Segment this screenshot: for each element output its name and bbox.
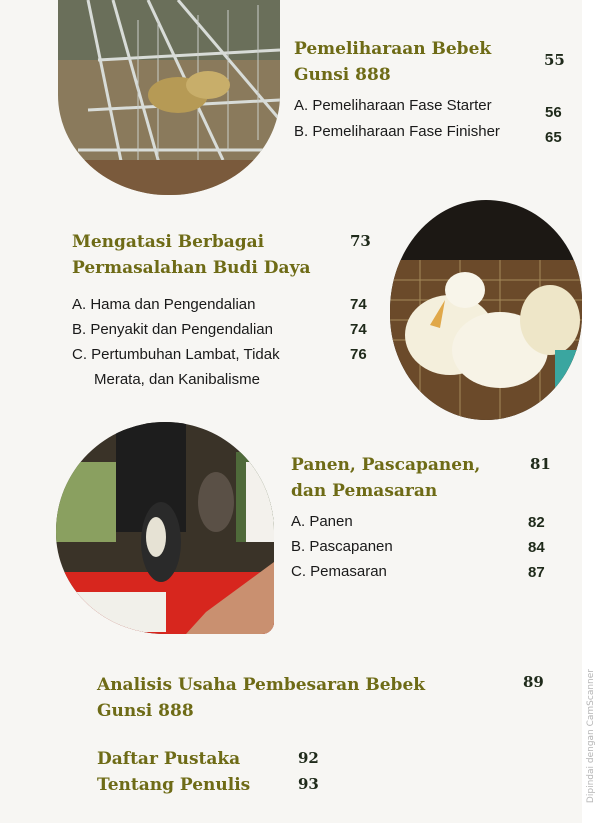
section-2-title-line-1: Mengatasi Berbagai (72, 232, 265, 252)
section-3-item-b: B. Pascapanen (291, 538, 393, 555)
section-1-item-b-page: 65 (545, 129, 562, 146)
tentang-penulis-page: 93 (298, 775, 319, 793)
tentang-penulis-title: Tentang Penulis (97, 775, 251, 795)
duck-cage-photo (58, 0, 280, 195)
section-4-title (97, 672, 425, 724)
section-1-title-line-2: Gunsi 888 (294, 65, 391, 85)
section-2-item-c-cont: Merata, dan Kanibalisme (94, 371, 260, 388)
section-3-item-b-page: 84 (528, 539, 545, 556)
daftar-pustaka-title: Daftar Pustaka (97, 749, 241, 769)
section-2-item-a: A. Hama dan Pengendalian (72, 296, 256, 313)
daftar-pustaka-page: 92 (298, 749, 319, 767)
section-2-item-b: B. Penyakit dan Pengendalian (72, 321, 273, 338)
section-1-item-b: B. Pemeliharaan Fase Finisher (294, 123, 500, 140)
section-2-item-c-page: 76 (350, 346, 367, 363)
section-4-title-line-2: Gunsi 888 (97, 701, 194, 721)
section-3-item-a: A. Panen (291, 513, 353, 530)
section-1-page: 55 (544, 51, 565, 69)
section-4-page: 89 (523, 673, 544, 691)
section-2-item-b-page: 74 (350, 321, 367, 338)
section-2-title (72, 229, 310, 281)
section-2-item-a-page: 74 (350, 296, 367, 313)
white-ducks-photo (390, 200, 582, 420)
section-1-title-line-1: Pemeliharaan Bebek (294, 39, 492, 59)
section-3-item-c-page: 87 (528, 564, 545, 581)
section-2-page: 73 (350, 232, 371, 250)
ducks-illustration (390, 200, 582, 420)
section-2-item-c: C. Pertumbuhan Lambat, Tidak (72, 346, 280, 363)
section-1-item-a-page: 56 (545, 104, 562, 121)
section-1-title (294, 36, 491, 88)
harvest-illustration (56, 422, 274, 634)
section-1-item-a: A. Pemeliharaan Fase Starter (294, 97, 492, 114)
section-2-title-line-2: Permasalahan Budi Daya (72, 258, 311, 278)
section-3-title-line-1: Panen, Pascapanen, (291, 455, 481, 475)
section-3-item-c: C. Pemasaran (291, 563, 387, 580)
section-4-title-line-1: Analisis Usaha Pembesaran Bebek (97, 675, 426, 695)
section-3-page: 81 (530, 455, 551, 473)
cage-illustration (58, 0, 280, 195)
section-3-title-line-2: dan Pemasaran (291, 481, 438, 501)
scanner-watermark: Dipindai dengan CamScanner (586, 668, 596, 803)
duck-harvest-photo (56, 422, 274, 634)
section-3-title (291, 452, 480, 504)
section-3-item-a-page: 82 (528, 514, 545, 531)
